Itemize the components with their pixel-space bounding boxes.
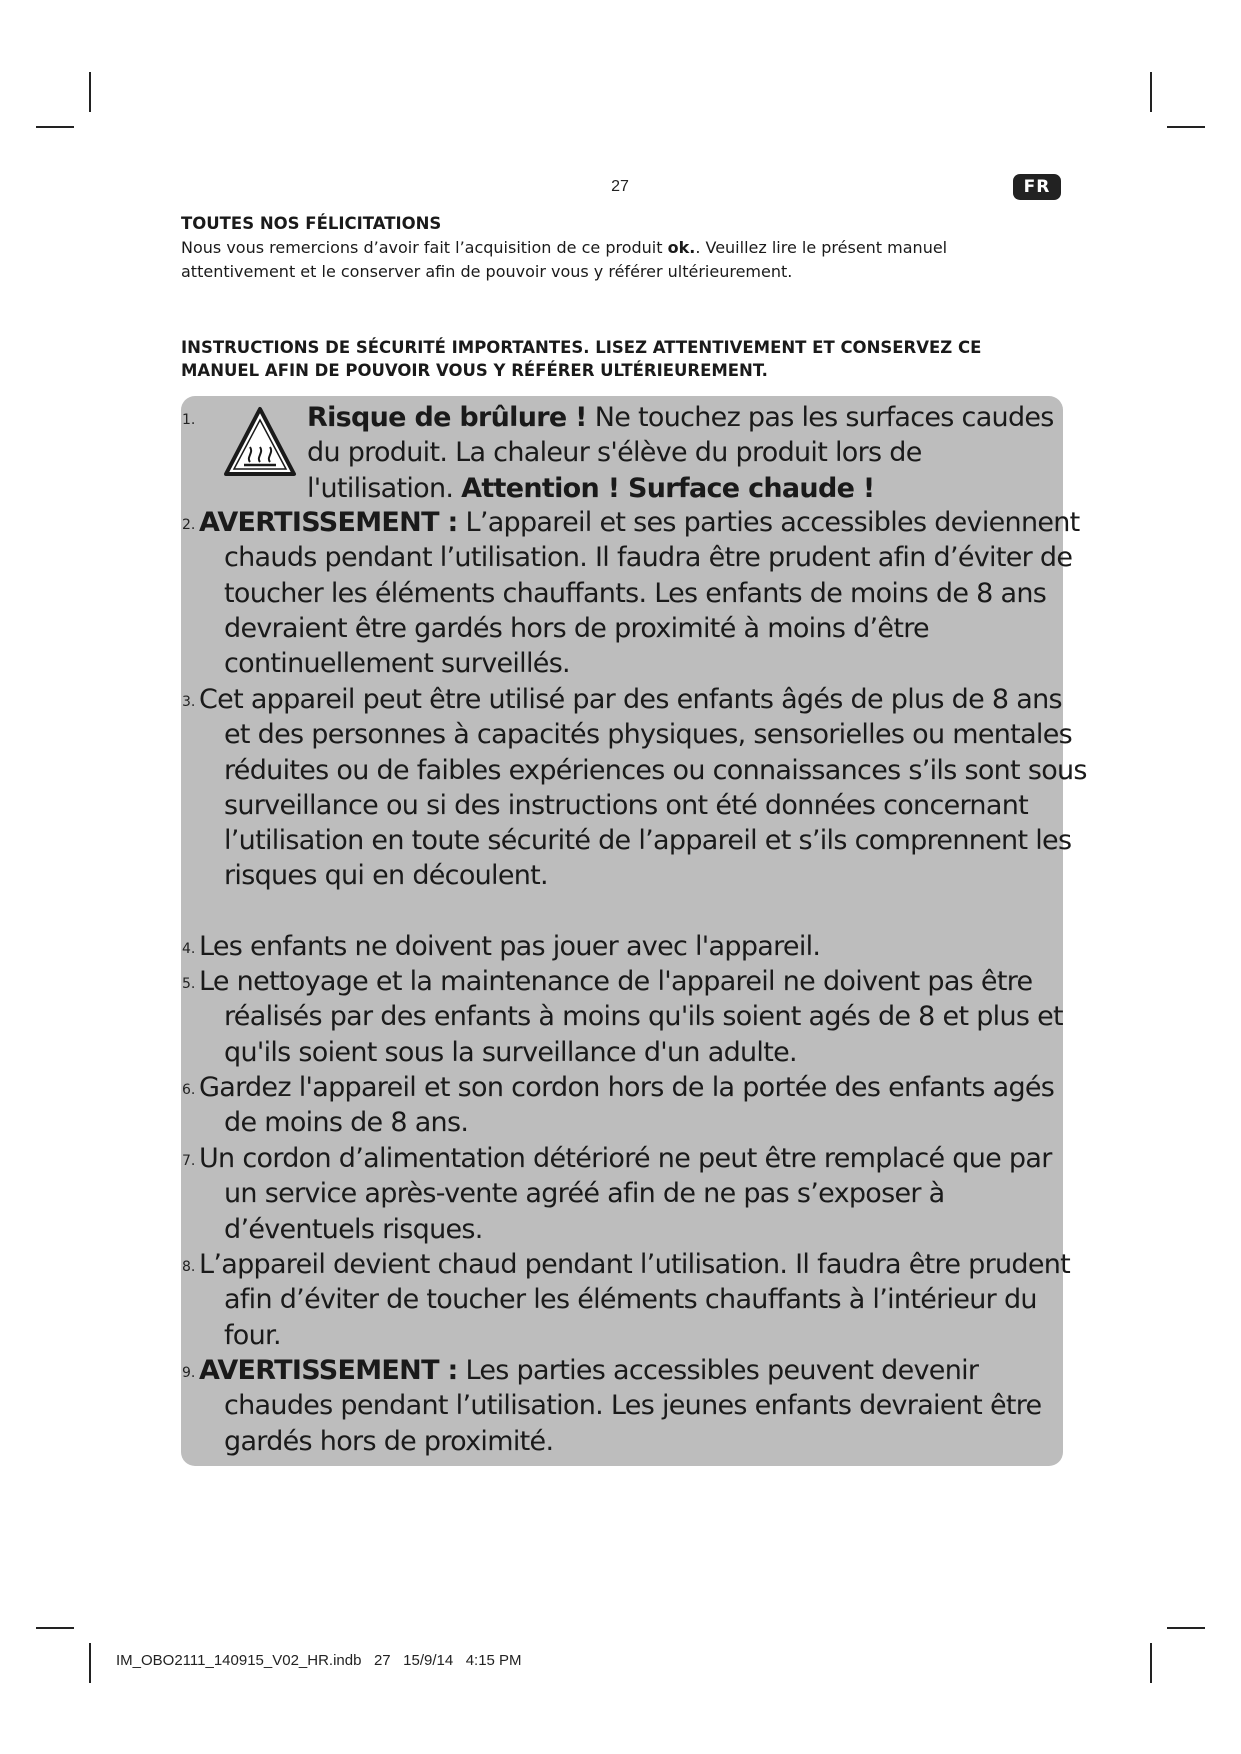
item-tail: Attention ! Surface chaude ! (461, 472, 875, 504)
print-slug: IM_OBO2111_140915_V02_HR.indb 27 15/9/14 4:15 PM (116, 1652, 522, 1669)
item-text: Cet appareil peut être utilisé par des enfants âgés de plus de 8 ans et des personnes à capacités physiques, sensorielles ou mentales réduites ou de faibles expériences ou connaissances s’ils sont sous surveillance ou si des instructions ont été données concernant l’utilisation en toute sécurité de l’appareil et s’ils comprennent les risques qui en découlent. (199, 684, 1087, 892)
brand-name: ok. (667, 238, 696, 257)
item-text: Les enfants ne doivent pas jouer avec l'appareil. (199, 931, 821, 962)
item-text (199, 505, 1092, 681)
hot-surface-warning-icon (222, 404, 298, 480)
item-number: 3. (182, 694, 196, 710)
item-lead: AVERTISSEMENT : (199, 1355, 458, 1386)
item-lead: AVERTISSEMENT : (199, 507, 458, 538)
item-body: Les parties accessibles peuvent devenir chaudes pendant l’utilisation. Les jeunes enfants devraient être gardés hors de proximité. (224, 1355, 1042, 1457)
language-badge: FR (1013, 174, 1061, 200)
item-text: L’appareil devient chaud pendant l’utilisation. Il faudra être prudent afin d’éviter de toucher les éléments chauffants à l’intérieur du four. (199, 1249, 1071, 1351)
item-number: 5. (182, 976, 196, 992)
safety-item (182, 400, 1062, 510)
congratulations-text: Nous vous remercions d’avoir fait l’acquisition de ce produit (181, 238, 668, 257)
congratulations-text: . Veuillez lire le présent manuel attentivement et le conserver afin de pouvoir vous y référer ultérieurement. (181, 238, 948, 281)
crop-mark (89, 1643, 91, 1683)
item-text (307, 400, 1067, 506)
item-number: 9. (182, 1365, 196, 1381)
crop-mark (1150, 72, 1152, 112)
item-number: 2. (182, 517, 196, 533)
crop-mark (1167, 1627, 1205, 1629)
crop-mark (36, 1627, 74, 1629)
item-number: 6. (182, 1082, 196, 1098)
item-number: 8. (182, 1259, 196, 1275)
congratulations-title: TOUTES NOS FÉLICITATIONS (181, 214, 442, 233)
item-number: 7. (182, 1153, 196, 1169)
item-lead: Risque de brûlure ! (307, 402, 587, 433)
item-number: 1. (182, 412, 196, 428)
crop-mark (1167, 126, 1205, 128)
crop-mark (89, 72, 91, 112)
crop-mark (1150, 1643, 1152, 1683)
congratulations-body (181, 236, 1011, 284)
item-text: Le nettoyage et la maintenance de l'appareil ne doivent pas être réalisés par des enfants à moins qu'ils soient agés de 8 et plus et qu'ils soient sous la surveillance d'un adulte. (199, 966, 1063, 1068)
item-body: L’appareil et ses parties accessibles deviennent chauds pendant l’utilisation. Il faudra être prudent afin d’éviter de toucher les éléments chauffants. Les enfants de moins de 8 ans devraient être gardés hors de proximité à moins d’être continuellement surveillés. (224, 507, 1080, 680)
item-number: 4. (182, 941, 196, 957)
crop-mark (36, 126, 74, 128)
item-text (199, 1353, 1092, 1459)
item-body: Ne touchez pas les surfaces caudes du produit. La chaleur s'élève du produit lors de l'utilisation. (307, 402, 1054, 504)
safety-heading: INSTRUCTIONS DE SÉCURITÉ IMPORTANTES. LISEZ ATTENTIVEMENT ET CONSERVEZ CE MANUEL AFIN DE POUVOIR VOUS Y RÉFÉRER ULTÉRIEUREMENT. (181, 338, 982, 380)
item-text: Un cordon d’alimentation détérioré ne peut être remplacé que par un service après-vente agréé afin de ne pas s’exposer à d’éventuels risques. (199, 1143, 1052, 1245)
item-text: Gardez l'appareil et son cordon hors de la portée des enfants agés de moins de 8 ans. (199, 1072, 1055, 1139)
page-number: 27 (611, 178, 629, 195)
